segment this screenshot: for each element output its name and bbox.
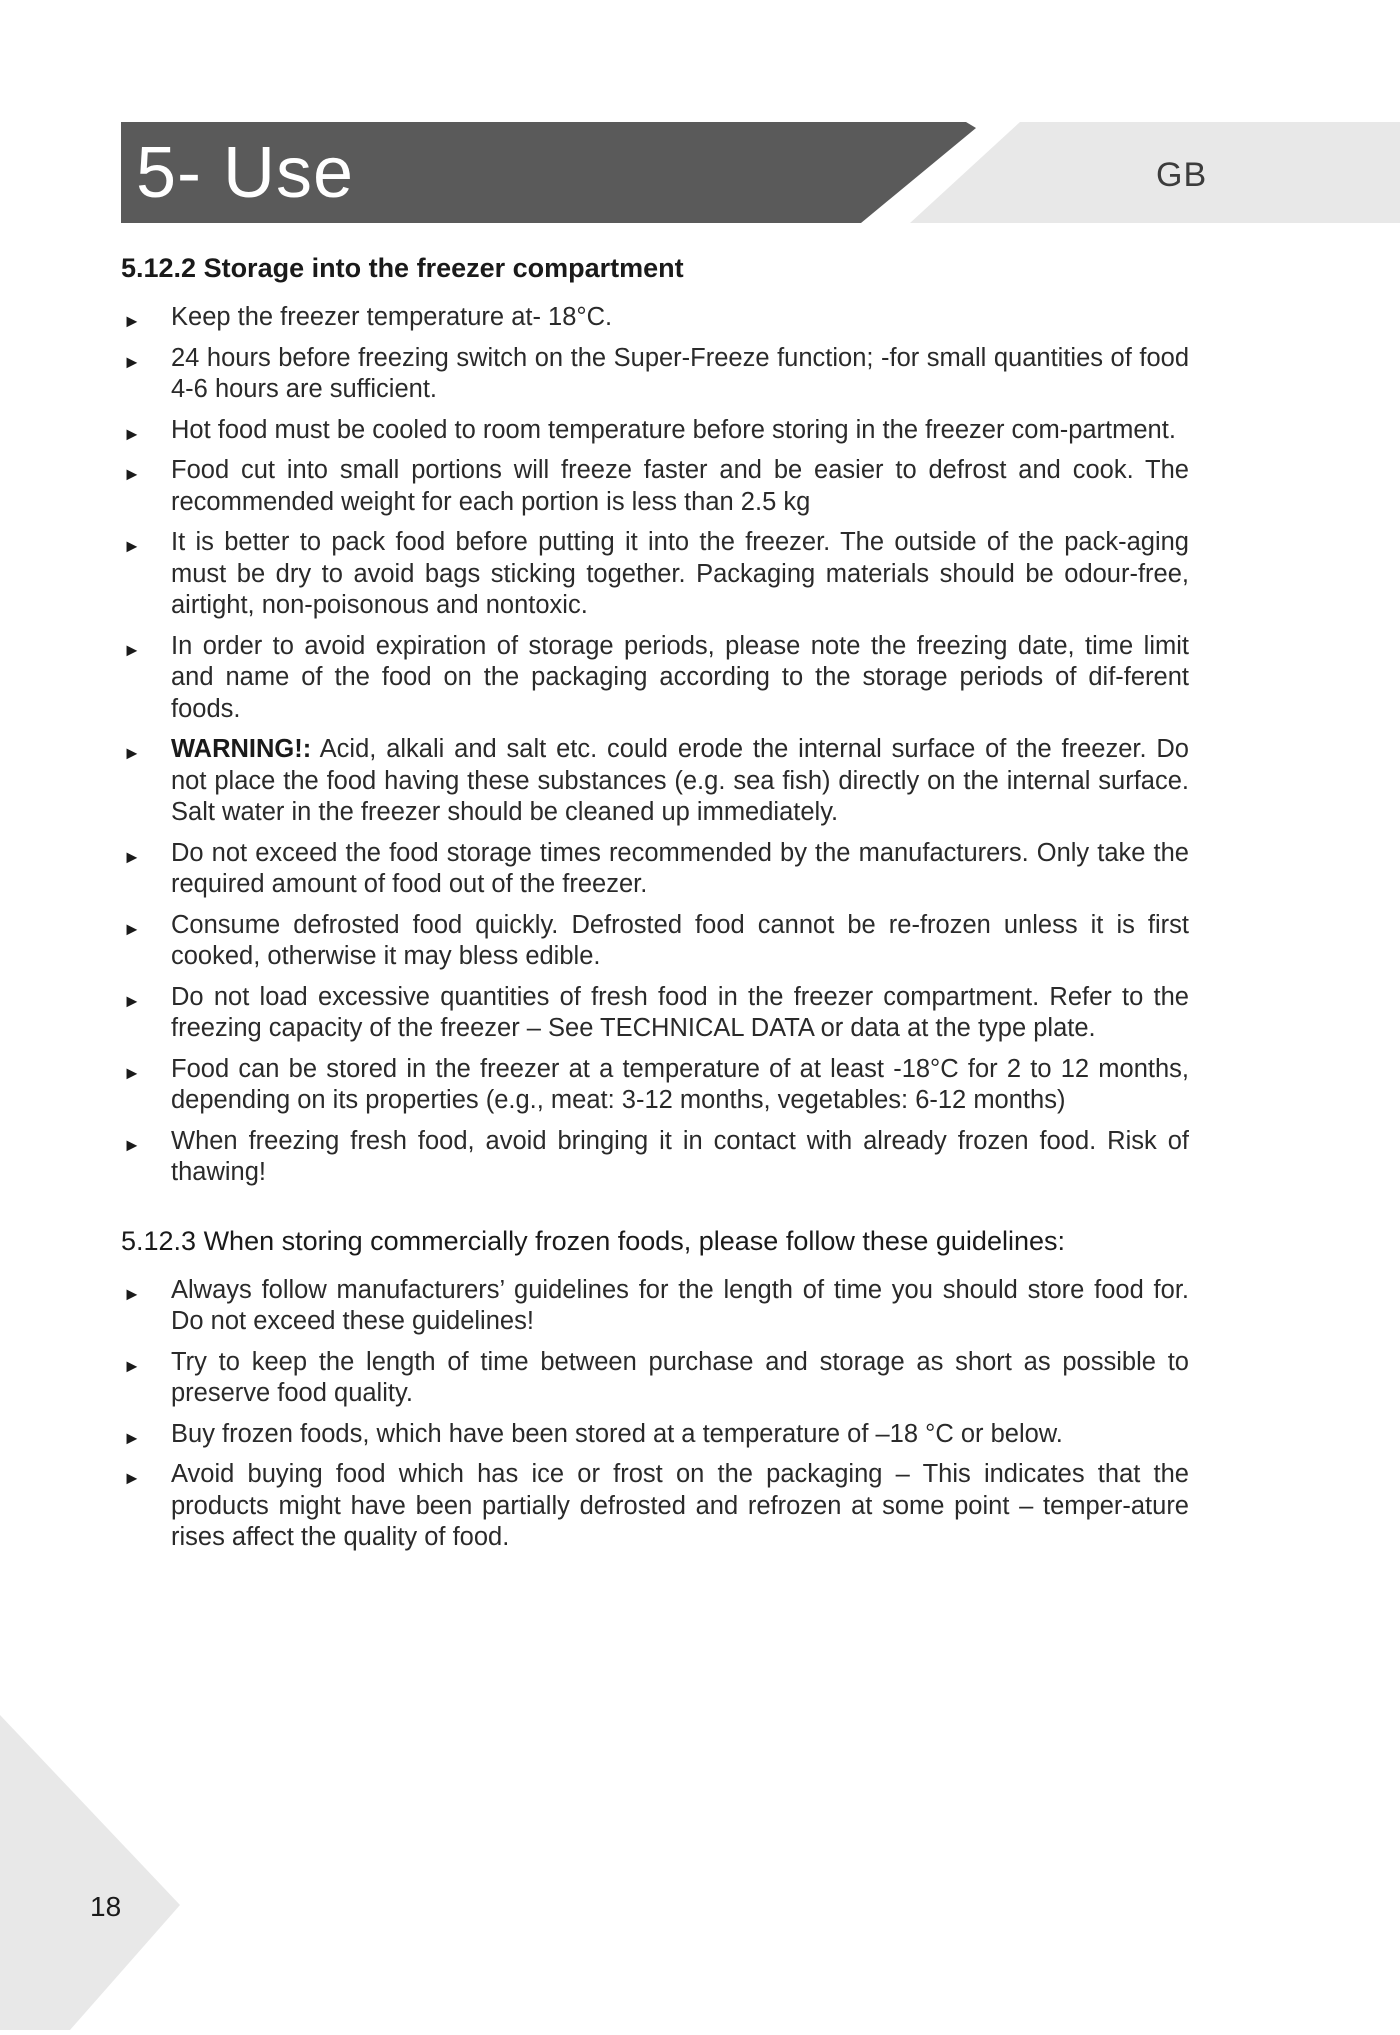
list-item: ► Hot food must be cooled to room temperature before storing in the freezer com-partment.: [121, 415, 1189, 447]
list-item: ► Do not exceed the food storage times recommended by the manufacturers. Only take the required amount of food out of the freezer.: [123, 838, 1189, 898]
section-title: 5- Use: [136, 133, 355, 213]
bullet-arrow-icon: ►: [123, 1427, 141, 1448]
subsection-commercial-frozen: [121, 1223, 1191, 1554]
main-content: [121, 250, 1191, 1563]
list-item: ► Avoid buying food which has ice or frost on the packaging – This indicates that the products might have been partially defrosted and refrozen at some point – temper-ature rises affect the quality of food.: [123, 1460, 1189, 1551]
header-accent-shape: [910, 122, 1400, 223]
subsection-heading: 5.12.2 Storage into the freezer compartment: [121, 253, 684, 283]
corner-decoration: [0, 1715, 190, 2030]
bullet-arrow-icon: ►: [123, 1355, 141, 1376]
bullet-arrow-icon: ►: [123, 918, 141, 939]
bullet-arrow-icon: ►: [123, 311, 141, 331]
list-item: ► Consume defrosted food quickly. Defrosted food cannot be re-frozen unless it is first cooked, otherwise it may bless edible.: [123, 910, 1189, 970]
bullet-arrow-icon: ►: [123, 846, 141, 867]
bullet-arrow-icon: ►: [123, 536, 141, 556]
bullet-arrow-icon: ►: [123, 464, 141, 484]
page-number: 18: [90, 1891, 122, 1922]
bullet-arrow-icon: ►: [123, 1468, 141, 1488]
bullet-list: [121, 302, 1191, 1189]
bullet-list: [121, 1275, 1191, 1554]
bullet-arrow-icon: ►: [123, 423, 141, 444]
bullet-arrow-icon: ►: [123, 1283, 141, 1304]
list-item: ► Try to keep the length of time between purchase and storage as short as possible to preserve food quality.: [123, 1347, 1189, 1407]
bullet-arrow-icon: ►: [123, 351, 141, 372]
list-item: ► Keep the freezer temperature at- 18°C.: [121, 302, 1189, 334]
bullet-arrow-icon: ►: [123, 1062, 141, 1083]
list-item: ► It is better to pack food before putting it into the freezer. The outside of the pack-aging must be dry to avoid bags sticking together. Packaging materials should be odour-free, airtight, non-poisonous and nontoxic.: [123, 528, 1189, 619]
list-item-warning: ► WARNING!: Acid, alkali and salt etc. could erode the internal surface of the freezer. Do not place the food having these substances (e.g. sea fish) directly on the internal surface. Salt water in the freezer should be cleaned up immediately.: [123, 735, 1189, 826]
list-item: ► In order to avoid expiration of storage periods, please note the freezing date, time limit and name of the food on the packaging according to the storage periods of dif-ferent foods.: [123, 631, 1189, 723]
language-code: GB: [1156, 156, 1208, 194]
list-item: ► Do not load excessive quantities of fresh food in the freezer compartment. Refer to the freezing capacity of the freezer – See TECHNICAL DATA or data at the type plate.: [123, 982, 1189, 1042]
bullet-arrow-icon: ►: [123, 990, 141, 1011]
bullet-arrow-icon: ►: [123, 743, 141, 763]
list-item: ► When freezing fresh food, avoid bringing it in contact with already frozen food. Risk of thawing!: [123, 1126, 1189, 1186]
subsection-storage-freezer: [121, 250, 1191, 1189]
list-item: ► 24 hours before freezing switch on the Super-Freeze function; -for small quantities of food 4-6 hours are sufficient.: [123, 343, 1189, 403]
bullet-arrow-icon: ►: [123, 639, 141, 660]
list-item: ► Food can be stored in the freezer at a temperature of at least -18°C for 2 to 12 months, depending on its properties (e.g., meat: 3-12 months, vegetables: 6-12 months): [123, 1054, 1189, 1114]
warning-label: WARNING!:: [171, 735, 312, 763]
list-item: ► Always follow manufacturers’ guidelines for the length of time you should store food for. Do not exceed these guidelines!: [123, 1275, 1189, 1335]
bullet-arrow-icon: ►: [123, 1134, 141, 1155]
list-item: ► Food cut into small portions will freeze faster and be easier to defrost and cook. The recommended weight for each portion is less than 2.5 kg: [123, 456, 1189, 516]
list-item: ► Buy frozen foods, which have been stored at a temperature of –18 °C or below.: [121, 1419, 1189, 1451]
subsection-heading: 5.12.3 When storing commercially frozen foods, please follow these guidelines:: [121, 1225, 1065, 1256]
